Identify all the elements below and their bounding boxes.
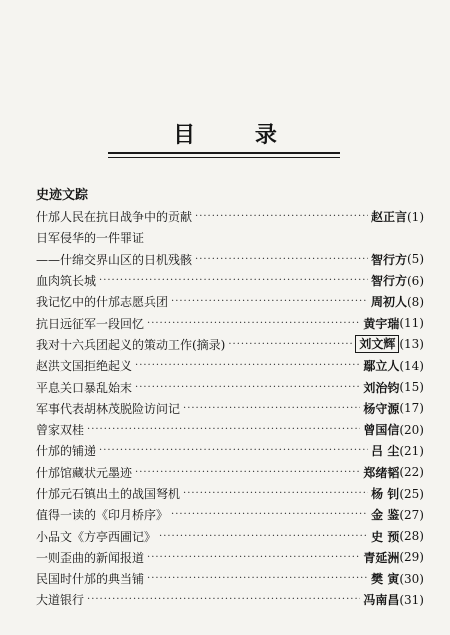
toc-entry-page: (15) — [399, 380, 424, 395]
toc-leader-dots — [99, 275, 368, 286]
toc-entry — [36, 589, 424, 610]
toc-entry-page: (28) — [399, 529, 424, 544]
toc-leader-dots — [171, 296, 368, 307]
toc-entry — [36, 568, 424, 589]
toc-entry-title: 日军侵华的一件罪证 — [36, 231, 145, 246]
toc-leader-dots — [183, 403, 360, 414]
toc-entry-title: 血肉筑长城 — [36, 274, 97, 289]
toc-entry-page: (8) — [407, 294, 424, 309]
toc-entry-author: 黄宇瑞 — [363, 316, 400, 331]
page-title: 目 录 — [173, 123, 303, 148]
toc-entry-author: 鄢立人 — [363, 359, 400, 374]
toc-entry-author: 金 鉴 — [371, 508, 400, 523]
toc-entry-page: (20) — [399, 422, 424, 437]
toc-entry-author: 冯南昌 — [363, 593, 400, 608]
toc-entry-title: 民国时什邡的典当铺 — [36, 572, 145, 587]
toc-entry-title: 什邡人民在抗日战争中的贡献 — [36, 210, 193, 225]
toc-entry-page: (29) — [399, 550, 424, 565]
toc-entry — [36, 504, 424, 525]
toc-leader-dots — [99, 445, 368, 456]
toc-entry — [36, 355, 424, 376]
toc-entry-page: (14) — [399, 358, 424, 373]
toc-entry-author: 赵正言 — [370, 210, 407, 225]
toc-entry — [36, 334, 424, 355]
toc-entry-author: 杨 钊 — [371, 487, 400, 501]
toc-entry-author: 青延洲 — [363, 550, 400, 565]
toc-entry — [36, 419, 424, 440]
toc-entry-title: 我记忆中的什邡志愿兵团 — [36, 295, 169, 310]
toc-entry-page: (31) — [399, 592, 424, 607]
toc-entry-title: 曾家双桂 — [36, 423, 85, 438]
toc-entry-title: ——什绵交界山区的日机残骸 — [36, 252, 193, 267]
toc-entry — [36, 206, 424, 227]
toc-entry-title: 什邡的铺递 — [36, 444, 97, 459]
toc-entry-title: 赵洪文国拒绝起义 — [36, 359, 133, 374]
toc-entry-page: (17) — [399, 401, 424, 416]
toc-entry-author: 郑绪韬 — [363, 465, 400, 480]
toc-entry-author: 吕 尘 — [371, 444, 400, 459]
toc-entry-title: 值得一读的《印月桥序》 — [36, 508, 169, 523]
toc-leader-dots — [87, 424, 360, 435]
toc-entry-title: 一则歪曲的新闻报道 — [36, 550, 145, 565]
toc-entry-title: 什邡元石镇出土的战国弩机 — [36, 487, 181, 501]
toc-leader-dots — [159, 531, 368, 542]
toc-entry-page: (22) — [399, 465, 424, 480]
toc-entry — [36, 249, 424, 270]
toc-leader-dots — [135, 382, 360, 393]
toc-entry-page: (11) — [399, 316, 424, 331]
toc-entry-title: 军事代表胡林茂脱险访问记 — [36, 401, 181, 416]
toc-leader-dots — [195, 211, 368, 222]
title-rule-thick — [108, 152, 340, 154]
section-heading: 史迹文踪 — [36, 188, 89, 203]
toc-entry — [36, 547, 424, 568]
toc-entry-page: (27) — [399, 507, 424, 522]
toc-entry-title: 抗日远征军一段回忆 — [36, 316, 145, 331]
toc-entry-page: (21) — [399, 443, 424, 458]
toc-entry-author: 刘治钧 — [363, 380, 400, 395]
toc-entry-author: 樊 寅 — [371, 572, 400, 587]
toc-leader-dots — [135, 467, 360, 478]
toc-leader-dots — [228, 339, 352, 350]
toc-leader-dots — [195, 254, 368, 265]
toc-entry-title: 小品文《方亭西圃记》 — [36, 529, 157, 544]
toc-entry-title: 我对十六兵团起义的策动工作(摘录) — [36, 337, 226, 352]
toc-entry — [36, 398, 424, 419]
title-rule-thin — [108, 157, 340, 158]
toc-entry — [36, 291, 424, 312]
toc-entry-author: 刘文辉 — [355, 335, 399, 353]
toc-entry — [36, 312, 424, 333]
toc-entry-title: 平息关口暴乱始末 — [36, 380, 133, 395]
toc-entry-page: (6) — [407, 273, 424, 288]
toc-entry-author: 智行方 — [370, 274, 407, 289]
toc-leader-dots — [147, 318, 360, 329]
toc-entry-page: (1) — [407, 209, 424, 224]
toc-leader-dots — [183, 488, 368, 499]
toc-leader-dots — [87, 594, 360, 605]
toc-entry-author: 曾国信 — [363, 423, 400, 438]
toc-entry-title: 大道银行 — [36, 593, 85, 608]
toc-leader-dots — [135, 360, 360, 371]
toc-entry — [36, 525, 424, 546]
toc-entry-author: 智行方 — [370, 252, 407, 267]
toc-entry-author: 周初人 — [370, 295, 407, 310]
toc-entry-page: (5) — [407, 252, 424, 267]
toc-entry-author: 杨守源 — [363, 401, 400, 416]
toc-entry — [36, 376, 424, 397]
toc-list — [36, 206, 424, 611]
toc-entry-author: 史 预 — [371, 529, 400, 544]
toc-entry-page: (13) — [399, 337, 424, 352]
toc-leader-dots — [147, 552, 360, 563]
toc-entry — [36, 440, 424, 461]
toc-entry-page: (25) — [399, 486, 424, 501]
toc-entry — [36, 227, 424, 248]
toc-entry-page: (30) — [399, 571, 424, 586]
toc-entry — [36, 270, 424, 291]
toc-leader-dots — [171, 509, 368, 520]
toc-entry — [36, 483, 424, 504]
toc-entry-title: 什邡馆藏状元墨迹 — [36, 465, 133, 480]
toc-leader-dots — [147, 573, 368, 584]
toc-entry — [36, 462, 424, 483]
